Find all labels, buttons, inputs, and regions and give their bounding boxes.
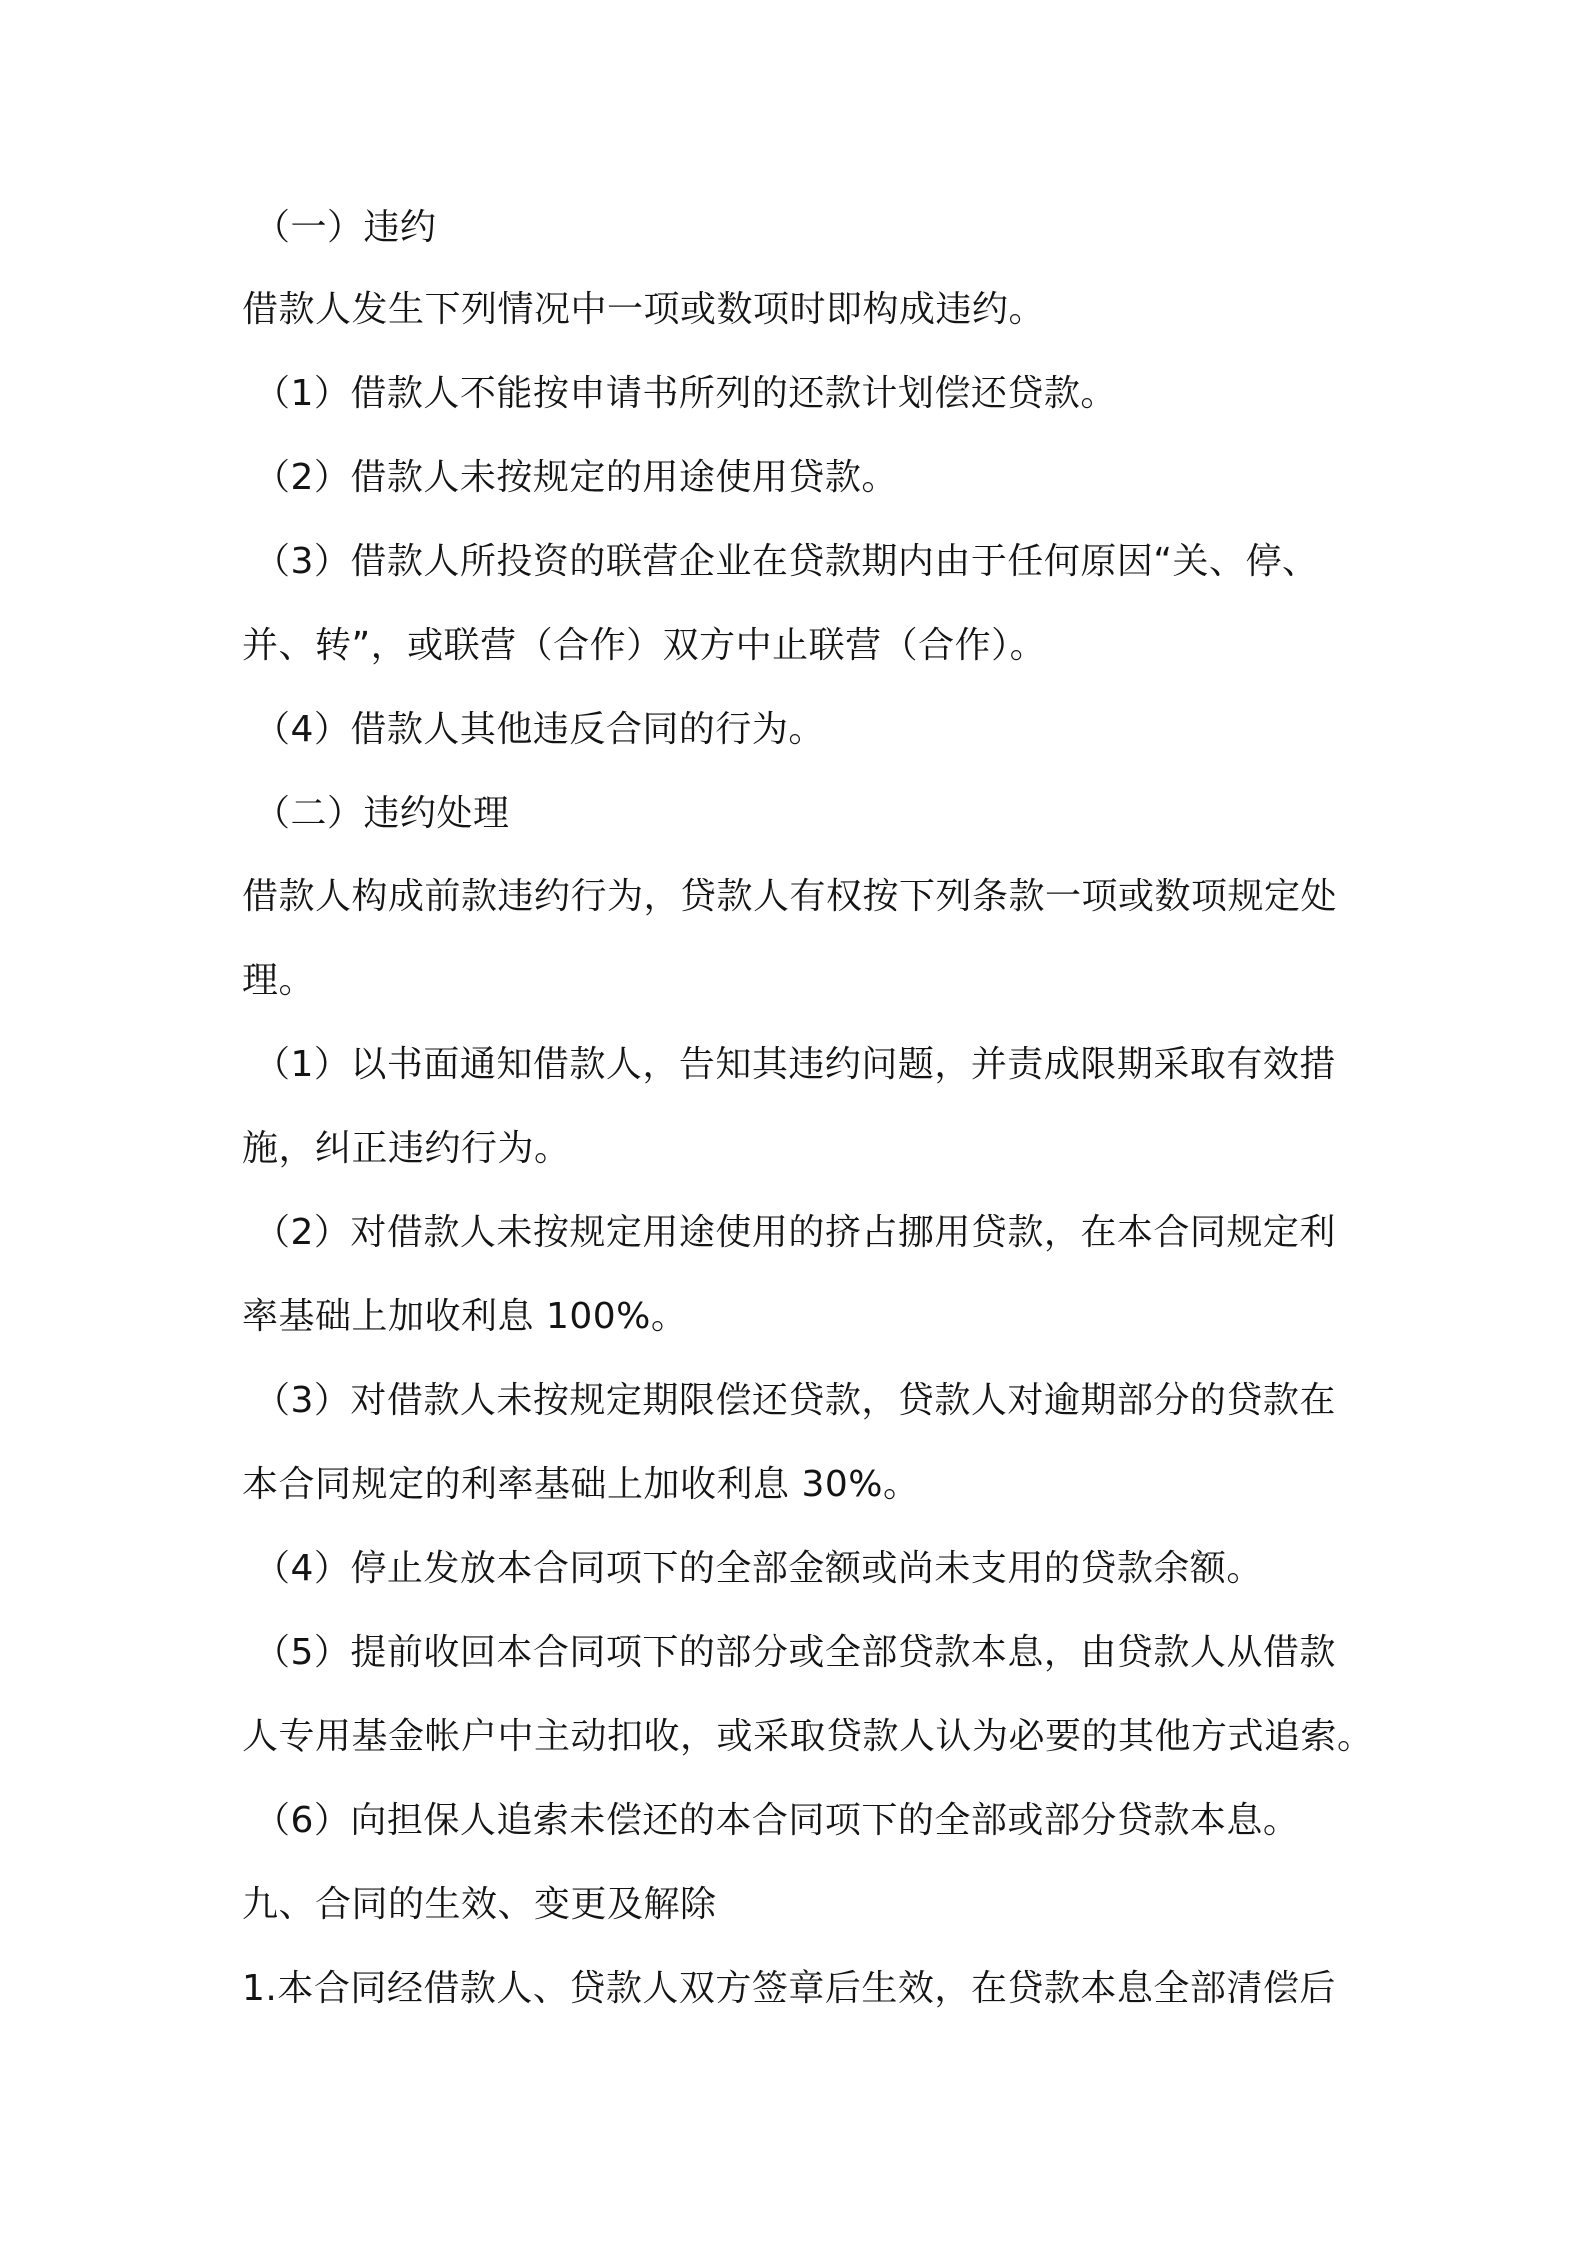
default-item-1: （1）借款人不能按申请书所列的还款计划偿还贷款。	[254, 373, 1117, 414]
handling-item-1-line-1: （1）以书面通知借款人，告知其违约问题，并责成限期采取有效措	[254, 1044, 1336, 1085]
section-heading-default-handling: （二）违约处理	[254, 793, 510, 834]
handling-item-4: （4）停止发放本合同项下的全部金额或尚未支用的贷款余额。	[254, 1548, 1263, 1589]
handling-item-2-line-1: （2）对借款人未按规定用途使用的挤占挪用贷款，在本合同规定利	[254, 1212, 1336, 1253]
handling-item-3-line-2: 本合同规定的利率基础上加收利息 30%。	[242, 1464, 920, 1505]
section-heading-default: （一）违约	[254, 207, 437, 248]
handling-intro-line-1: 借款人构成前款违约行为，贷款人有权按下列条款一项或数项规定处	[242, 876, 1338, 917]
handling-item-2-line-2: 率基础上加收利息 100%。	[242, 1296, 688, 1337]
handling-item-3-line-1: （3）对借款人未按规定期限偿还贷款，贷款人对逾期部分的贷款在	[254, 1380, 1336, 1421]
handling-item-5-line-1: （5）提前收回本合同项下的部分或全部贷款本息，由贷款人从借款	[254, 1632, 1336, 1673]
default-item-3-line-2: 并、转”，或联营（合作）双方中止联营（合作）。	[242, 625, 1047, 666]
handling-intro-line-2: 理。	[242, 960, 316, 1001]
default-intro-line: 借款人发生下列情况中一项或数项时即构成违约。	[242, 289, 1046, 330]
handling-item-1-line-2: 施，纠正违约行为。	[242, 1128, 571, 1169]
default-item-2: （2）借款人未按规定的用途使用贷款。	[254, 457, 898, 498]
handling-item-5-line-2: 人专用基金帐户中主动扣收，或采取贷款人认为必要的其他方式追索。	[242, 1716, 1374, 1757]
section-heading-effectiveness: 九、合同的生效、变更及解除	[242, 1884, 717, 1925]
default-item-3-line-1: （3）借款人所投资的联营企业在贷款期内由于任何原因“关、停、	[254, 541, 1319, 582]
handling-item-6: （6）向担保人追索未偿还的本合同项下的全部或部分贷款本息。	[254, 1800, 1300, 1841]
default-item-4: （4）借款人其他违反合同的行为。	[254, 709, 825, 750]
effectiveness-clause-1: 1.本合同经借款人、贷款人双方签章后生效，在贷款本息全部清偿后	[242, 1968, 1336, 2009]
